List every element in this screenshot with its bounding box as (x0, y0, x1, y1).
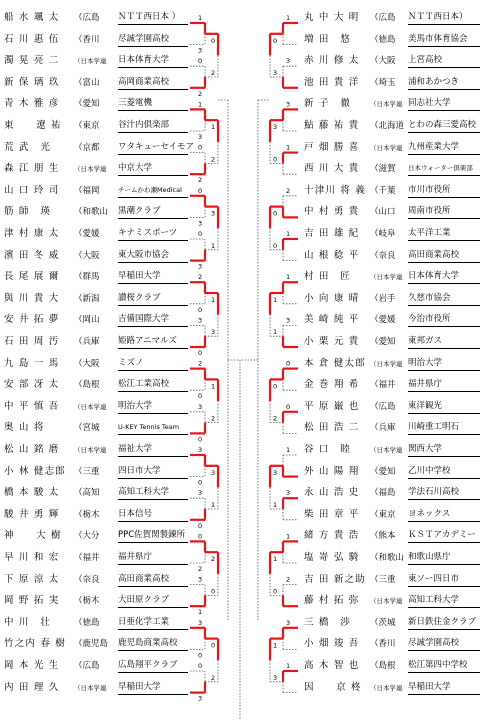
player-team: キナミスポーツ (118, 224, 188, 241)
player-team: PPC佐賀関製錬所 (118, 526, 188, 543)
left-r1-score: 0 (198, 186, 203, 195)
player-name: 西 川 大 貴 (304, 163, 360, 175)
player-team: 市川市役所 (408, 181, 480, 198)
left-r1-score: 1 (198, 608, 203, 617)
player-team: 明治大学 (408, 354, 480, 371)
player-pref: （新潟 (74, 293, 100, 304)
left-r2-score: 0 (211, 641, 216, 650)
left-r1-score: 2 (198, 359, 203, 368)
player-pref: （日本学連 (370, 446, 403, 454)
right-r2-score: 0 (273, 36, 278, 45)
left-r1-score: 0 (198, 349, 203, 357)
player-name: 平 原 巌 也 (304, 400, 360, 412)
right-r2-score: 0 (273, 587, 278, 596)
left-r1-score: 3 (198, 316, 203, 325)
left-r1-score: 0 (198, 478, 203, 487)
left-r1-score: 3 (198, 219, 203, 228)
player-name: 筋 師 瑛 (4, 206, 52, 218)
left-r1-score: 2 (198, 176, 203, 185)
player-name: 新 保 璃 玖 (4, 76, 60, 88)
left-r1-score: 3 (198, 446, 203, 454)
player-team: 高知工科大学 (118, 483, 188, 500)
player-team: 早稲田大学 (408, 678, 480, 695)
left-r1-score: 1 (198, 14, 203, 22)
right-r2-score: 0 (273, 155, 278, 164)
player-name: 竹之内 春 樹 (4, 638, 66, 650)
right-r2-score: 1 (273, 555, 278, 564)
left-r2-score: 1 (211, 296, 216, 304)
left-r1-score: 0 (198, 305, 203, 314)
player-pref: （日本学連 (370, 273, 403, 282)
player-name: 津 村 康 太 (4, 228, 60, 239)
player-pref: （和歌山 (74, 207, 109, 218)
player-team: 福祉大学 (118, 440, 188, 457)
left-r1-score: 0 (198, 143, 203, 152)
player-team: 讃桜クラブ (118, 289, 188, 306)
player-name: 吉 田 新之助 (304, 573, 366, 585)
player-team: 高田商業高校 (408, 246, 480, 263)
player-pref: （愛知 (74, 99, 100, 110)
player-team: 美馬市体育協会 (408, 30, 480, 47)
player-name: 荒 武 光 (4, 141, 52, 153)
right-r1-score: 2 (286, 186, 291, 195)
player-name: 岡 野 拓 実 (4, 595, 60, 607)
player-pref: （山口 (370, 207, 396, 218)
player-name: 長 尾 展 爾 (4, 271, 60, 283)
player-team: 日本ウォーター倶楽部 (408, 159, 480, 176)
right-r1-score: 3 (286, 100, 291, 109)
player-name: 石 田 周 汚 (4, 336, 60, 347)
player-pref: （愛媛 (74, 229, 100, 239)
player-name: 小 向 康 晴 (304, 292, 360, 304)
player-team: 日本体育大学 (408, 267, 480, 284)
player-name: 船 水 颯 太 (4, 12, 60, 23)
player-team: 日本信号 (118, 505, 188, 522)
left-r1-score: 0 (198, 521, 203, 530)
player-name: 中 川 壮 (4, 616, 52, 628)
player-name: 中 村 勇 貴 (304, 206, 360, 218)
player-team: ＮＴＴ西日本 ） (118, 8, 188, 25)
player-team: 東邦ガス (408, 332, 480, 349)
player-pref: （広島 (74, 661, 100, 671)
right-r2-score: 1 (273, 501, 278, 509)
player-name: 赤 川 修 太 (304, 55, 360, 67)
player-pref: （徳島 (370, 34, 396, 45)
player-team: 学法石川高校 (408, 483, 480, 500)
left-r2-score: 2 (211, 673, 216, 682)
left-r2-score: 0 (211, 36, 216, 45)
player-pref: （栃木 (74, 509, 100, 520)
right-r1-score: 1 (286, 273, 291, 282)
player-name: 村 田 匠 (304, 271, 352, 283)
player-team: 松江工業高校 (118, 375, 188, 392)
player-pref: （島根 (74, 380, 100, 391)
player-name: 谷 口 睦 (304, 444, 352, 455)
player-name: 岡 本 光 生 (4, 660, 60, 671)
player-pref: （奈良 (370, 250, 396, 261)
player-name: 因 京 柊 (304, 681, 362, 693)
left-r2-score: 0 (211, 587, 216, 596)
right-r1-score: 1 (286, 446, 291, 454)
player-team: 和歌山県庁 (408, 548, 480, 565)
left-r2-score: 3 (211, 209, 216, 218)
left-r1-score: 3 (198, 46, 203, 55)
player-team: 黒潮クラブ (118, 202, 188, 219)
player-pref: （福島 (370, 488, 396, 499)
left-r1-score: 2 (198, 565, 203, 573)
player-name: 九 島 一 馬 (4, 357, 60, 369)
player-team: 関西大学 (408, 440, 480, 457)
player-name: 石 川 惠 伍 (4, 33, 60, 45)
player-team: 三菱電機 (118, 94, 188, 111)
left-r1-score: 3 (198, 489, 203, 498)
player-name: 松 田 浩 二 (304, 422, 360, 434)
player-pref: （栃木 (74, 596, 100, 607)
player-pref: （日本学連 (370, 143, 403, 152)
right-r2-score: 1 (273, 328, 278, 337)
player-name: 高 木 智 也 (304, 660, 360, 671)
right-r1-score: 1 (286, 14, 291, 22)
player-team: チームかわ瀬Medical (118, 181, 188, 198)
player-team: 福井県庁 (118, 548, 188, 565)
left-r1-score: 3 (198, 618, 203, 627)
player-team: 早稲田大学 (118, 267, 188, 284)
player-team: 姫路アニマルズ (118, 332, 188, 349)
player-pref: （兵庫 (74, 337, 100, 347)
player-name: 三 橋 渉 (304, 616, 352, 628)
left-r2-score: 2 (211, 555, 216, 564)
left-r1-score: 0 (198, 651, 203, 660)
left-r1-score: 3 (198, 262, 203, 271)
player-pref: （日本学連 (74, 683, 107, 692)
player-team: とわの森三愛高校 (408, 116, 480, 133)
player-name: 早 川 和 宏 (4, 552, 60, 563)
right-r1-score: 1 (286, 143, 291, 152)
player-name: 山 根 稔 平 (304, 249, 360, 261)
right-r2-score: 2 (273, 414, 278, 423)
player-pref: （日本学連 (74, 57, 107, 66)
player-pref: （北海道 (370, 121, 405, 131)
player-team: 日本体育大学 (118, 51, 188, 68)
left-r1-score: 0 (198, 532, 203, 541)
left-r2-score: 3 (211, 328, 216, 337)
right-r2-score: 1 (273, 641, 278, 650)
right-r2-score: 0 (273, 241, 278, 250)
right-r1-score: 1 (286, 532, 291, 541)
player-team: 四日市大学 (118, 462, 188, 479)
player-team: 乙川中学校 (408, 462, 480, 479)
player-name: 柴 田 章 平 (304, 508, 360, 520)
player-team: 川崎重工明石 (408, 418, 480, 435)
player-team: 今治市役所 (408, 310, 480, 327)
left-r1-score: 3 (198, 694, 203, 703)
player-team: 吉備国際大学 (118, 310, 188, 327)
player-pref: （徳島 (74, 617, 100, 628)
player-team: 周南市役所 (408, 202, 480, 219)
player-pref: （奈良 (74, 574, 100, 585)
player-pref: （日本学連 (74, 165, 107, 174)
left-r1-score: 3 (198, 133, 203, 141)
player-team: 広島翔平クラブ (118, 656, 188, 673)
player-name: 内 田 理 久 (4, 681, 60, 693)
player-name: 駿 井 勇 輝 (4, 508, 60, 520)
player-team: ＫＳＴアカデミー (408, 526, 480, 543)
player-pref: （日本学連 (370, 683, 403, 692)
left-r1-score: 1 (198, 100, 203, 109)
right-r1-score: 3 (286, 489, 291, 498)
player-team: 日亜化学工業 (118, 613, 188, 630)
player-pref: （大分 (74, 531, 100, 542)
player-name: 新 子 徹 (304, 98, 352, 110)
player-team: 上宮高校 (408, 51, 480, 68)
right-r1-score: 0 (286, 402, 291, 411)
right-r2-score: 3 (273, 123, 278, 132)
player-pref: （京都 (74, 142, 100, 153)
player-team: 高知工科大学 (408, 591, 480, 608)
player-team: 中京大学 (118, 159, 188, 176)
player-team: 東ソー四日市 (408, 570, 480, 587)
player-name: 丸 中 大 明 (304, 12, 360, 23)
player-pref: （東京 (74, 121, 100, 131)
player-pref: （千葉 (370, 185, 396, 196)
player-pref: （広島 (370, 13, 396, 23)
player-name: 美 崎 純 平 (304, 314, 360, 326)
player-pref: （日本学連 (74, 402, 107, 411)
right-r2-score: 0 (273, 209, 278, 218)
player-pref: （宮城 (74, 423, 100, 434)
player-name: 池 田 貴 洋 (304, 76, 360, 88)
player-pref: （福井 (370, 380, 396, 391)
player-pref: （鹿児島 (74, 639, 109, 650)
player-name: 山 口 玲 司 (4, 184, 60, 196)
player-team: U-KEY Tennis Team (118, 418, 188, 435)
left-r1-score: 2 (198, 273, 203, 282)
left-r1-score: 0 (198, 57, 203, 66)
player-name: 奥 山 将 (4, 422, 45, 434)
player-team: 太平洋工業 (408, 224, 480, 241)
player-name: 藤 村 拓 弥 (304, 595, 360, 607)
player-team: ＮＴＴ西日本） (408, 8, 480, 25)
right-r1-score: 3 (286, 618, 291, 627)
player-pref: （福井 (74, 553, 100, 563)
player-team: 谷汁内倶楽部 (118, 116, 188, 133)
player-team: ワタキューセイモア (118, 138, 188, 155)
right-r2-score: 0 (273, 382, 278, 391)
player-name: 橋 本 駿 太 (4, 487, 60, 499)
player-name: 塩 嵜 弘 騎 (304, 552, 360, 563)
player-team: 明治大学 (118, 397, 188, 414)
right-r1-score: 3 (286, 57, 291, 66)
player-name: 與 川 貴 大 (4, 292, 60, 304)
player-pref: （大阪 (370, 56, 396, 67)
player-team: 鹿児島商業高校 (118, 634, 188, 651)
player-pref: （和歌山 (370, 553, 405, 563)
right-r2-score: 1 (273, 296, 278, 304)
player-pref: （東京 (370, 509, 396, 520)
player-team: 尽誠学園高校 (408, 634, 480, 651)
left-r1-score: 0 (198, 435, 203, 444)
player-name: 神 大 樹 (4, 530, 62, 542)
left-r2-score: 1 (211, 501, 216, 509)
player-pref: （香川 (370, 639, 396, 650)
player-name: 吉 田 雄 紀 (304, 228, 360, 239)
player-team: 尽誠学園高校 (118, 30, 188, 47)
player-name: 外 山 陽 翔 (304, 465, 360, 477)
player-team: 東洋観光 (408, 397, 480, 414)
player-pref: （岩手 (370, 293, 396, 304)
left-r2-score: 2 (211, 155, 216, 164)
player-name: 東 遼 祐 (4, 120, 62, 131)
player-team: 九州産業大学 (408, 138, 480, 155)
player-team: ミズノ (118, 354, 188, 371)
player-team: 松江第四中学校 (408, 656, 480, 673)
player-pref: （富山 (74, 77, 100, 88)
player-name: 本 倉 健太郎 (304, 357, 366, 369)
player-pref: （愛知 (370, 466, 396, 477)
player-pref: （愛媛 (370, 315, 396, 326)
player-team: 高岡商業高校 (118, 73, 188, 90)
player-pref: （福岡 (74, 185, 100, 196)
player-pref: （熊本 (370, 531, 396, 542)
player-pref: （日本学連 (74, 446, 107, 454)
player-team: 同志社大学 (408, 94, 480, 111)
left-r2-score: 2 (211, 69, 216, 77)
left-r2-score: 1 (211, 382, 216, 391)
right-r2-score: 3 (273, 673, 278, 682)
right-r1-score: 3 (286, 316, 291, 325)
player-pref: （岡山 (74, 315, 100, 326)
player-name: 小 畑 竣 吾 (304, 638, 360, 650)
right-r1-score: 1 (286, 662, 291, 670)
player-pref: （日本学連 (370, 100, 403, 109)
player-team: 東大阪市協会 (118, 246, 188, 263)
player-team: 大田原クラブ (118, 591, 188, 608)
left-r1-score: 3 (198, 402, 203, 411)
player-pref: （大阪 (74, 250, 100, 261)
player-name: 増 田 悠 (304, 33, 352, 45)
player-pref: （三重 (74, 466, 100, 477)
left-r2-score: 3 (211, 468, 216, 477)
player-name: 安 部 冴 太 (4, 379, 60, 391)
player-pref: （三重 (370, 574, 396, 585)
right-r2-score: 3 (273, 468, 278, 477)
player-name: 鮎 藤 祐 貴 (304, 120, 360, 131)
player-name: 十津川 将 義 (304, 184, 366, 196)
player-team: ヨネックス (408, 505, 480, 522)
player-name: 小 林 健志郎 (4, 465, 66, 477)
player-pref: （広島 (370, 401, 396, 412)
player-pref: （茨城 (370, 617, 396, 628)
player-pref: （香川 (74, 34, 100, 45)
player-team: 早稲田大学 (118, 678, 188, 695)
player-name: 下 原 涼 太 (4, 573, 60, 585)
player-pref: （兵庫 (370, 423, 396, 434)
left-r1-score: 2 (198, 89, 203, 98)
player-pref: （岐阜 (370, 229, 396, 239)
player-name: 濱 田 冬 威 (4, 249, 60, 261)
left-r1-score: 0 (198, 392, 203, 401)
right-r1-score: 1 (286, 230, 291, 238)
player-pref: （広島 (74, 13, 100, 23)
player-name: 中 平 慎 吾 (4, 400, 60, 412)
player-team: 新日鉄住金クラブ (408, 613, 480, 630)
left-r2-score: 1 (211, 241, 216, 250)
left-r1-score: 0 (198, 230, 203, 238)
player-pref: （埼玉 (370, 77, 396, 88)
player-name: 戸 畑 勝 喜 (304, 141, 360, 153)
player-team: 浦和あかつき (408, 73, 480, 90)
left-r2-score: 2 (211, 414, 216, 423)
player-pref: （島根 (370, 661, 396, 671)
player-name: 青 木 雅 彦 (4, 98, 60, 110)
player-pref: （愛知 (370, 337, 396, 347)
player-pref: （群馬 (74, 272, 100, 283)
player-name: 緒 方 貴 浩 (304, 530, 360, 542)
right-r1-score: 0 (286, 359, 291, 368)
player-team: 高田商業高校 (118, 570, 188, 587)
player-name: 安 井 拓 夢 (4, 314, 60, 326)
left-r2-score: 1 (211, 123, 216, 132)
right-r2-score: 3 (273, 69, 278, 77)
player-team: 福井県庁 (408, 375, 480, 392)
player-name: 永 山 浩 史 (304, 487, 360, 499)
player-pref: （日本学連 (370, 597, 403, 606)
player-pref: （高知 (74, 488, 100, 499)
player-pref: （滋賀 (370, 164, 396, 175)
player-team: 久慈市協会 (408, 289, 480, 306)
player-name: 松 山 銘 磨 (4, 444, 60, 455)
right-r1-score: 2 (286, 575, 291, 584)
player-pref: （大阪 (74, 358, 100, 369)
player-name: 金 巻 翔 希 (304, 379, 360, 391)
left-r1-score: 0 (198, 662, 203, 670)
player-pref: （日本学連 (370, 359, 403, 368)
player-name: 濁 晃 亮 二 (4, 55, 60, 67)
player-name: 森 江 朋 生 (4, 163, 60, 175)
left-r1-score: 3 (198, 575, 203, 584)
player-name: 小 栗 元 貴 (304, 336, 360, 347)
